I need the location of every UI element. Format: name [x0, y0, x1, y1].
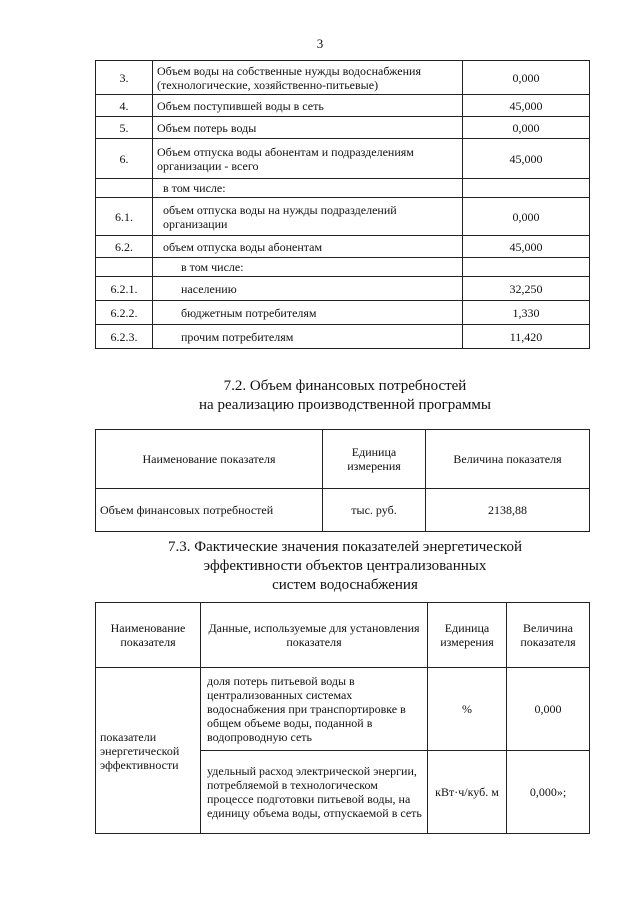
group-label: показатели энергетической эффективности — [96, 668, 201, 834]
row-number: 5. — [96, 117, 153, 139]
row-value: 1,330 — [463, 301, 590, 325]
row-description: удельный расход электрической энергии, потребляемой в технологическом процессе подготовки питьевой воды, на единицу объема воды, отпускаемой в сеть — [201, 751, 428, 834]
section-7-3-heading — [0, 538, 640, 595]
table-row — [96, 179, 590, 198]
table-row — [96, 61, 590, 95]
row-value: 0,000 — [507, 668, 590, 751]
column-header: Наименование показателя — [96, 603, 201, 668]
table-row — [96, 236, 590, 258]
table-row — [96, 277, 590, 301]
row-number: 6.2.1. — [96, 277, 153, 301]
table-row — [96, 668, 590, 751]
row-value: 11,420 — [463, 325, 590, 349]
row-name: в том числе: — [153, 179, 463, 198]
table-row — [96, 95, 590, 117]
row-name: Объем финансовых потребностей — [96, 489, 323, 532]
row-value — [463, 179, 590, 198]
row-number: 4. — [96, 95, 153, 117]
table-row — [96, 258, 590, 277]
page-number: 3 — [316, 36, 324, 51]
heading-line: 7.2. Объем финансовых потребностей — [223, 378, 467, 394]
row-name: Объем поступившей воды в сеть — [153, 95, 463, 117]
row-name: прочим потребителям — [153, 325, 463, 349]
table-row — [96, 301, 590, 325]
row-value: 45,000 — [463, 236, 590, 258]
table-row — [96, 325, 590, 349]
row-value: 45,000 — [463, 95, 590, 117]
row-value: 0,000»; — [507, 751, 590, 834]
row-name: Объем отпуска воды абонентам и подразделениям организации - всего — [153, 139, 463, 179]
row-unit: % — [428, 668, 507, 751]
header-row — [96, 430, 590, 489]
row-value: 32,250 — [463, 277, 590, 301]
heading-line: систем водоснабжения — [272, 577, 418, 593]
financial-needs-table — [95, 429, 590, 532]
row-name: бюджетным потребителям — [153, 301, 463, 325]
row-value: 0,000 — [463, 198, 590, 236]
table-row — [96, 117, 590, 139]
column-header: Данные, используемые для установления показателя — [201, 603, 428, 668]
row-name: объем отпуска воды на нужды подразделений организации — [153, 198, 463, 236]
row-name: Объем воды на собственные нужды водоснабжения (технологические, хозяйственно-питьевые) — [153, 61, 463, 95]
section-7-2-heading — [0, 377, 640, 415]
row-description: доля потерь питьевой воды в централизованных системах водоснабжения при транспортировке в общем объеме воды, поданной в водопроводную сеть — [201, 668, 428, 751]
column-header: Единица измерения — [428, 603, 507, 668]
row-value: 2138,88 — [426, 489, 590, 532]
row-name: объем отпуска воды абонентам — [153, 236, 463, 258]
heading-line: 7.3. Фактические значения показателей энергетической — [168, 539, 522, 555]
row-name: населению — [153, 277, 463, 301]
energy-efficiency-table — [95, 602, 590, 834]
row-number: 6.2. — [96, 236, 153, 258]
row-name: Объем потерь воды — [153, 117, 463, 139]
column-header: Величина показателя — [426, 430, 590, 489]
row-number: 6.2.3. — [96, 325, 153, 349]
table-row — [96, 139, 590, 179]
row-number — [96, 258, 153, 277]
row-value — [463, 258, 590, 277]
table-row — [96, 489, 590, 532]
row-unit: тыс. руб. — [323, 489, 426, 532]
row-number: 6.1. — [96, 198, 153, 236]
row-number: 6.2.2. — [96, 301, 153, 325]
row-name: в том числе: — [153, 258, 463, 277]
table-row — [96, 198, 590, 236]
row-value: 0,000 — [463, 61, 590, 95]
heading-line: эффективности объектов централизованных — [203, 558, 487, 574]
row-number: 3. — [96, 61, 153, 95]
row-number: 6. — [96, 139, 153, 179]
row-unit: кВт·ч/куб. м — [428, 751, 507, 834]
row-value: 45,000 — [463, 139, 590, 179]
water-volume-table — [95, 60, 590, 349]
column-header: Величина показателя — [507, 603, 590, 668]
row-value: 0,000 — [463, 117, 590, 139]
column-header: Наименование показателя — [96, 430, 323, 489]
heading-line: на реализацию производственной программы — [199, 397, 491, 413]
row-number — [96, 179, 153, 198]
column-header: Единица измерения — [323, 430, 426, 489]
header-row — [96, 603, 590, 668]
